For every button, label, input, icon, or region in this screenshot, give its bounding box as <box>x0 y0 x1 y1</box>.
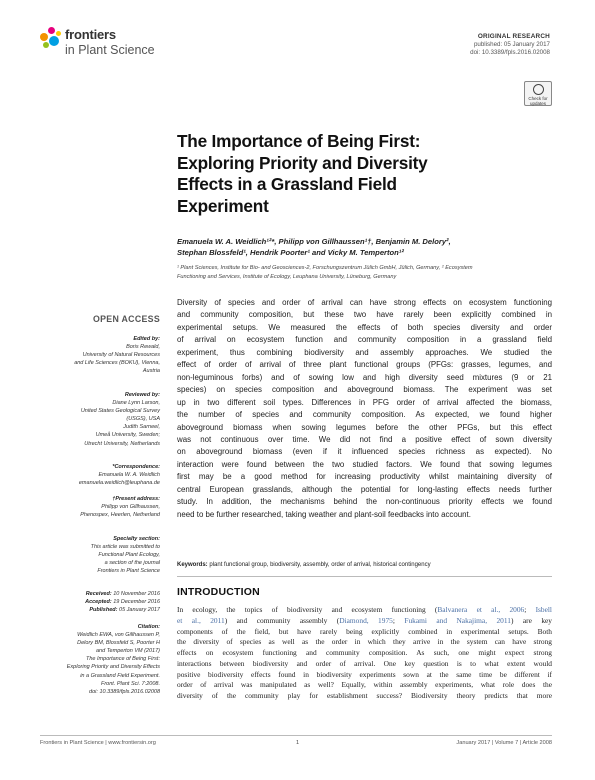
reviewed-by-heading: Reviewed by: <box>124 392 160 398</box>
intro-text: diversity of the community play for establishment success? Biodiversity theory predicts that more <box>177 691 552 700</box>
accepted-heading: Accepted: <box>85 599 112 606</box>
reviewer-line: United States Geological Survey <box>80 408 160 415</box>
published-date-side: 05 January 2017 <box>119 607 160 614</box>
reviewed-by-block <box>40 391 160 448</box>
intro-text: positive biodiversity effects found in biodiversity experiments sown at the same time be different if <box>177 669 552 679</box>
published-line <box>40 606 160 614</box>
abstract <box>177 297 552 521</box>
intro-text: ) are key <box>510 615 553 625</box>
keywords-list: plant functional group, biodiversity, assembly, order of arrival, historical contingency <box>209 562 431 568</box>
intro-text: order of arrival was manipulated as well? Equally, within assembly experiments, what role does the <box>177 680 552 690</box>
editor-line: and Life Sciences (BOKU), Vienna, <box>74 360 160 367</box>
specialty-line: Functional Plant Ecology, <box>98 552 160 559</box>
specialty-line: Frontiers in Plant Science <box>97 568 160 575</box>
edited-by-block <box>40 335 160 375</box>
section-divider <box>177 576 552 577</box>
abstract-line: study. In addition, the mechanisms behind the non-continuous priority effects we found <box>177 497 552 507</box>
logo-dot <box>48 27 55 34</box>
specialty-line: a section of the journal <box>104 560 160 567</box>
intro-line <box>177 691 552 702</box>
accepted-line <box>40 598 160 606</box>
dates-block <box>40 590 160 614</box>
intro-text: components of the field, but have rarely being explicitly combined in experimental setups. Both <box>177 626 552 636</box>
abstract-line: experiment, thus combining biodiversity and assembly approaches. We studied the <box>177 347 552 357</box>
reviewer-line: Umeå University, Sweden; <box>95 432 160 439</box>
reviewer-line: Utrecht University, Netherlands <box>84 440 160 447</box>
received-date: 10 November 2016 <box>113 591 160 597</box>
affiliation-line: Functioning and Services, Institute of Ecology, Leuphana University, Lüneburg, Germany <box>177 273 397 280</box>
footer-journal-link[interactable]: Frontiers in Plant Science | www.frontiersin.org <box>40 740 156 746</box>
abstract-line: aboveground biomass when sowing legumes before the other PFGs, but this effect <box>177 422 552 432</box>
citation-line: and Temperton VM (2017) <box>96 648 160 655</box>
specialty-line: This article was submitted to <box>90 544 160 551</box>
intro-text: ; <box>524 605 536 614</box>
reviewer-line: (USGS), USA <box>126 416 160 423</box>
intro-text: ) and community assembly ( <box>224 615 340 625</box>
abstract-line: on aboveground biomass (even if it influenced species richness as expected). No <box>177 447 552 457</box>
abstract-line: interaction were found between the two studied factors. We found that sowing legumes <box>177 459 552 469</box>
abstract-line: first may be a good method for increasing productivity whilst maintaining diversity of <box>177 472 552 482</box>
intro-text: In ecology, the topics of biodiversity and ecosystem functioning ( <box>177 605 438 614</box>
intro-text: interactions between biodiversity and order of arrival. One key question is to what extent would <box>177 658 552 668</box>
page-number: 1 <box>296 740 300 746</box>
introduction-body <box>177 605 552 702</box>
journal-logo[interactable] <box>40 25 170 59</box>
intro-line <box>177 627 552 638</box>
abstract-line: up in two different soil types. Differences in PFG order of arrival affected the biomass, <box>177 397 552 407</box>
reviewer-line: Judith Sarneel, <box>123 424 160 431</box>
author-list <box>177 236 547 258</box>
accepted-date: 19 December 2016 <box>113 599 160 606</box>
citation-link[interactable]: Diamond, 1975 <box>339 615 393 625</box>
abstract-line: and community composition, but these two have rarely been explicitly combined in <box>177 310 552 320</box>
title-line: Effects in a Grassland Field <box>177 174 397 194</box>
citation-link[interactable]: et al., 2011 <box>177 615 225 625</box>
intro-line <box>177 637 552 648</box>
frontiers-logo-icon <box>40 27 62 49</box>
check-for-updates-button[interactable] <box>524 81 552 106</box>
intro-text: the diversity of species as well as the order in which they arrive in the system can have strong <box>177 637 552 647</box>
author-line: Emanuela W. A. Weidlich¹²*, Philipp von Gillhaussen¹†, Benjamin M. Delory², <box>177 237 451 246</box>
correspondence-name: Emanuela W. A. Weidlich <box>98 472 160 479</box>
logo-dot <box>40 33 48 41</box>
abstract-line: need to be further researched, taking weather and plant-soil feedbacks into account. <box>177 509 471 519</box>
editor-line: University of Natural Resources <box>82 352 160 359</box>
citation-link[interactable]: Balvanera et al., 2006 <box>437 605 525 614</box>
abstract-line: central European grasslands, although the potential for long-lasting effects needs further <box>177 484 552 494</box>
intro-line <box>177 659 552 670</box>
specialty-heading: Specialty section: <box>113 536 160 542</box>
abstract-line: experimental setups. We measured the effects of both species diversity and order <box>177 322 552 332</box>
edited-by-heading: Edited by: <box>133 336 160 342</box>
logo-dot <box>49 36 59 46</box>
article-title <box>177 131 537 217</box>
intro-line <box>177 605 552 616</box>
intro-text: effects on ecosystem functioning and community composition. As such, one might expect strong <box>177 648 552 657</box>
intro-line <box>177 616 552 627</box>
citation-line: Front. Plant Sci. 7:2008. <box>100 680 160 687</box>
author-line: Stephan Blossfeld¹, Hendrik Poorter¹ and Vicky M. Temperton¹² <box>177 248 404 257</box>
abstract-line: the number of species and community composition. As expected, we found higher <box>177 410 552 420</box>
doi[interactable]: doi: 10.3389/fpls.2016.02008 <box>470 49 550 56</box>
abstract-line: of arrival on ecosystem function and community composition in a grassland field <box>177 335 552 345</box>
received-line <box>40 590 160 598</box>
present-address-line: Philipp von Gillhaussen, <box>101 504 160 511</box>
citation-line: in a Grassland Field Experiment. <box>80 672 160 679</box>
section-heading: INTRODUCTION <box>177 586 260 598</box>
logo-journal-name: in Plant Science <box>65 43 155 57</box>
abstract-line: effect of order of arrival of three plant functional groups (PFGs: grasses, legumes, and <box>177 360 552 370</box>
present-address-line: Phenospex, Heerlen, Netherland <box>80 512 160 519</box>
title-line: Exploring Priority and Diversity <box>177 152 428 173</box>
citation-line: Weidlich EWA, von Gillhaussen P, <box>77 632 160 639</box>
logo-brand: frontiers <box>65 27 116 42</box>
correspondence-block <box>40 463 160 487</box>
citation-line: The Importance of Being First: <box>86 656 160 663</box>
published-heading: Published: <box>89 607 118 614</box>
article-type: ORIGINAL RESEARCH <box>477 33 550 40</box>
keywords <box>177 562 552 568</box>
editor-line: Austria <box>142 368 160 375</box>
reviewer-line: Diane Lynn Larson, <box>112 400 160 407</box>
abstract-line: species) on species composition and aboveground biomass. The experiment was set <box>177 385 552 395</box>
abstract-line: was not continuous over time. We did not find a positive effect of sown diversity <box>177 434 552 444</box>
intro-text: ; <box>392 615 405 625</box>
correspondence-email[interactable]: emanuela.weidlich@leuphana.de <box>78 480 160 487</box>
editor-line: Boris Rewald, <box>126 344 160 351</box>
title-line: Experiment <box>177 195 269 216</box>
citation-link[interactable]: Fukami and Nakajima, 2011 <box>404 615 511 625</box>
open-access-label: OPEN ACCESS <box>92 314 160 324</box>
keywords-label: Keywords: <box>177 562 208 568</box>
specialty-section-block <box>40 535 160 575</box>
affiliation-line: ¹ Plant Sciences, Institute for Bio- and Geosciences-2, Forschungszentrum Jülich GmbH, Jülich, Germany, ² Ecosystem <box>177 265 473 271</box>
check-updates-icon <box>533 84 544 95</box>
intro-line <box>177 680 552 691</box>
title-line: The Importance of Being First: <box>177 131 421 151</box>
footer-divider <box>40 735 552 736</box>
abstract-line: non-leguminous forbs) and of sowing low and high diversity seed mixtures (9 or 21 <box>177 372 552 382</box>
received-heading: Received: <box>85 591 112 597</box>
intro-line <box>177 670 552 681</box>
article-meta <box>470 33 550 57</box>
citation-line: Delory BM, Blossfeld S, Poorter H <box>77 640 160 647</box>
present-address-block <box>40 495 160 519</box>
correspondence-heading: *Correspondence: <box>112 464 160 470</box>
present-address-heading: †Present address: <box>112 496 160 502</box>
published-date: published: 05 January 2017 <box>473 41 550 48</box>
citation-line: Exploring Priority and Diversity Effects <box>66 664 160 671</box>
intro-line <box>177 648 552 659</box>
check-updates-label: Check for updates <box>528 96 548 106</box>
citation-link[interactable]: Isbell <box>535 605 552 614</box>
logo-dot <box>43 42 49 48</box>
affiliations <box>177 264 537 281</box>
citation-heading: Citation: <box>137 624 160 630</box>
citation-block <box>40 623 160 696</box>
footer-issue-info: January 2017 | Volume 7 | Article 2008 <box>456 740 552 746</box>
abstract-line: Diversity of species and order of arrival can have strong effects on ecosystem functioning <box>177 298 552 307</box>
logo-dot <box>56 31 61 36</box>
citation-line: doi: 10.3389/fpls.2016.02008 <box>89 688 160 695</box>
